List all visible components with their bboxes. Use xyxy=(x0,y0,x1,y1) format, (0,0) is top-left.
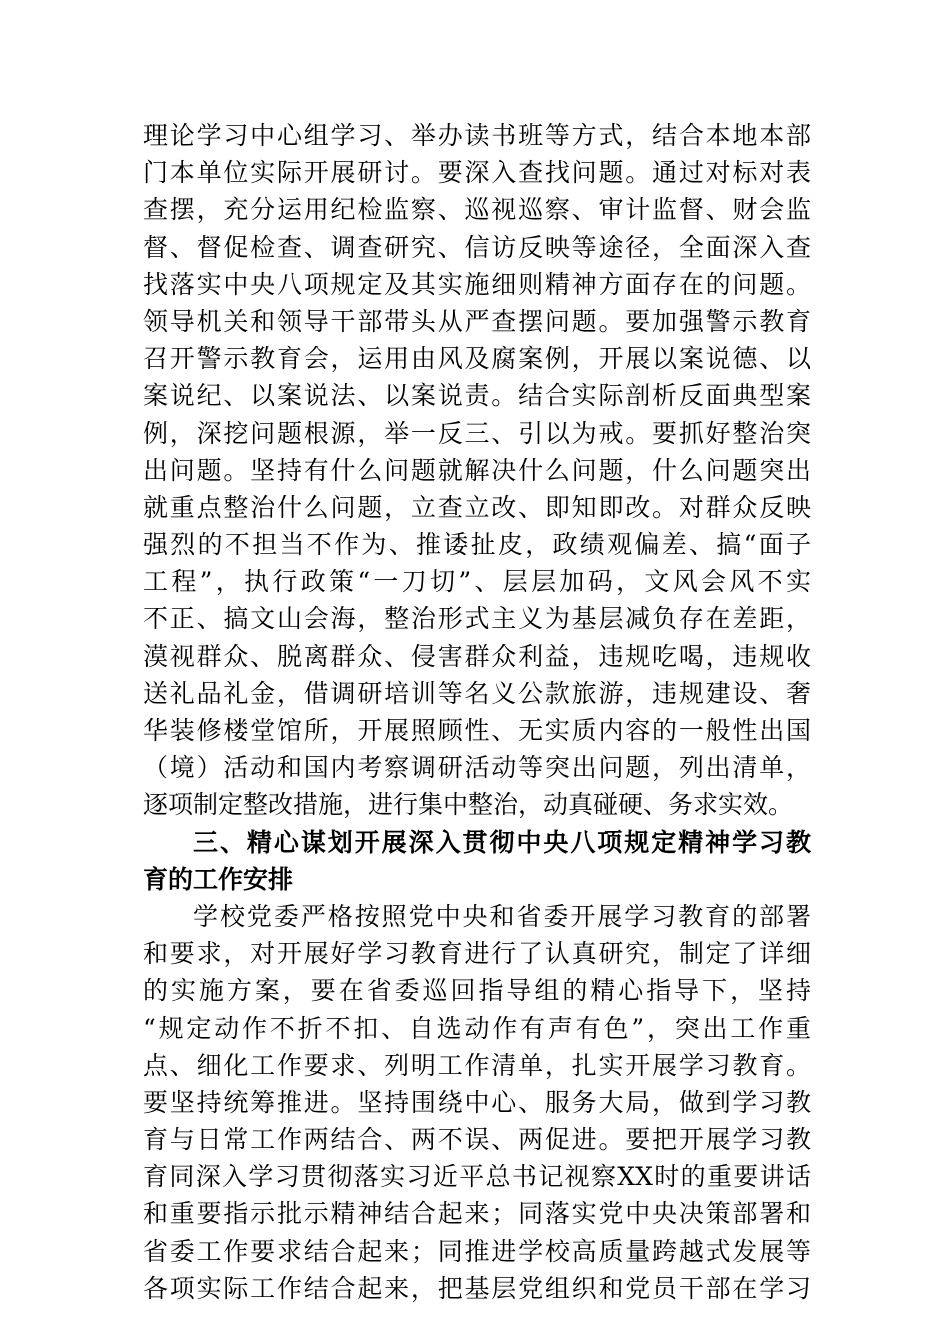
paragraph-line: 的实施方案，要在省委巡回指导组的精心指导下，坚持 xyxy=(143,976,811,1006)
paragraph-line: 学校党委严格按照党中央和省委开展学习教育的部署 xyxy=(193,901,811,931)
paragraph-line: “规定动作不折不扣、自选动作有声有色”，突出工作重 xyxy=(143,1013,811,1043)
paragraph-line: 出问题。坚持有什么问题就解决什么问题，什么问题突出 xyxy=(143,455,811,485)
paragraph-line: 例，深挖问题根源，举一反三、引以为戒。要抓好整治突 xyxy=(143,418,811,448)
paragraph-line: （境）活动和国内考察调研活动等突出问题，列出清单， xyxy=(143,753,811,783)
paragraph-line: 案说纪、以案说法、以案说责。结合实际剖析反面典型案 xyxy=(143,381,811,411)
paragraph-line: 和重要指示批示精神结合起来；同落实党中央决策部署和 xyxy=(143,1199,811,1229)
paragraph-line: 逐项制定整改措施，进行集中整治，动真碰硬、务求实效。 xyxy=(143,790,794,820)
paragraph-line: 育同深入学习贯彻落实习近平总书记视察XX时的重要讲话 xyxy=(143,1162,811,1192)
paragraph-line: 漠视群众、脱离群众、侵害群众利益，违规吃喝，违规收 xyxy=(143,641,811,671)
document-body xyxy=(143,117,811,1307)
paragraph-line: 华装修楼堂馆所，开展照顾性、无实质内容的一般性出国 xyxy=(143,716,811,745)
paragraph-line: 育与日常工作两结合、两不误、两促进。要把开展学习教 xyxy=(143,1125,811,1155)
paragraph-line: 领导机关和领导干部带头从严查摆问题。要加强警示教育 xyxy=(143,306,811,336)
paragraph-line: 就重点整治什么问题，立查立改、即知即改。对群众反映 xyxy=(143,492,811,522)
section-heading: 育的工作安排 xyxy=(143,864,294,894)
paragraph-line: 送礼品礼金，借调研培训等名义公款旅游，违规建设、奢 xyxy=(143,678,811,708)
paragraph-line: 查摆，充分运用纪检监察、巡视巡察、审计监督、财会监 xyxy=(143,195,811,225)
paragraph-line: 点、细化工作要求、列明工作清单，扎实开展学习教育。 xyxy=(143,1050,811,1080)
paragraph-line: 工程”，执行政策“一刀切”、层层加码，文风会风不实 xyxy=(143,567,811,597)
paragraph-line: 和要求，对开展好学习教育进行了认真研究，制定了详细 xyxy=(143,939,811,969)
paragraph-line: 不正、搞文山会海，整治形式主义为基层减负存在差距， xyxy=(143,604,811,634)
section-heading: 三、精心谋划开展深入贯彻中央八项规定精神学习教 xyxy=(193,827,811,857)
paragraph-line: 召开警示教育会，运用由风及腐案例，开展以案说德、以 xyxy=(143,344,811,374)
paragraph-line: 要坚持统筹推进。坚持围绕中心、服务大局，做到学习教 xyxy=(143,1087,811,1117)
paragraph-line: 督、督促检查、调查研究、信访反映等途径，全面深入查 xyxy=(143,232,811,262)
paragraph-line: 各项实际工作结合起来，把基层党组织和党员干部在学习 xyxy=(143,1273,811,1303)
paragraph-line: 找落实中央八项规定及其实施细则精神方面存在的问题。 xyxy=(143,269,811,299)
paragraph-line: 门本单位实际开展研讨。要深入查找问题。通过对标对表 xyxy=(143,158,811,188)
paragraph-line: 省委工作要求结合起来；同推进学校高质量跨越式发展等 xyxy=(143,1236,811,1266)
paragraph-line: 强烈的不担当不作为、推诿扯皮，政绩观偏差、搞“面子 xyxy=(143,530,811,560)
paragraph-line: 理论学习中心组学习、举办读书班等方式，结合本地本部 xyxy=(143,121,811,150)
